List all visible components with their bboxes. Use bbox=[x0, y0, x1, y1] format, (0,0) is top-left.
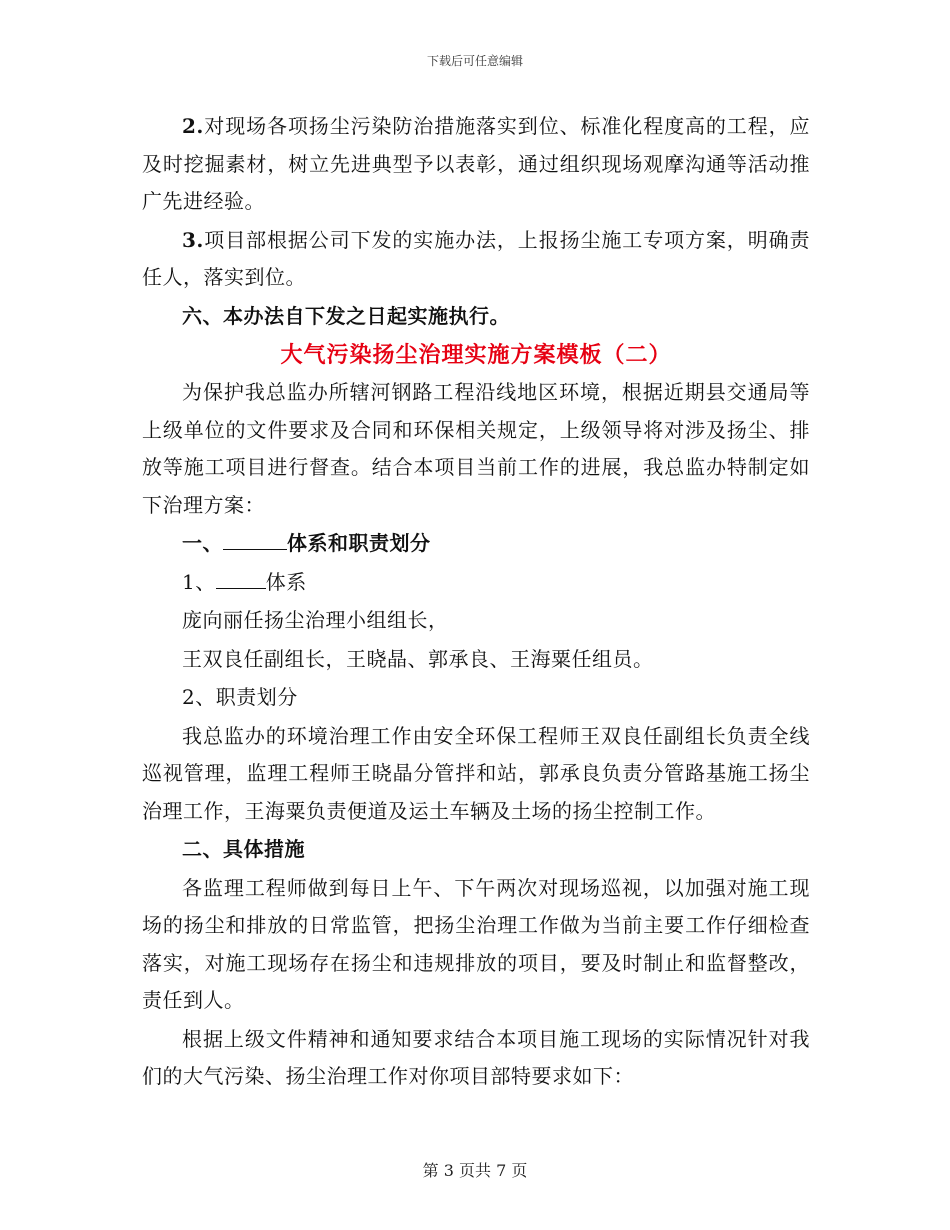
subheading-prefix: 1、 bbox=[182, 569, 216, 594]
paragraph-duties: 我总监办的环境治理工作由安全环保工程师王双良任副组长负责全线巡视管理，监理工程师王晓晶分管拌和站，郭承良负责分管路基施工扬尘治理工作，王海粟负责便道及运土车辆及土场的扬尘控制工作。 bbox=[142, 723, 810, 823]
document-title: 大气污染扬尘治理实施方案模板（二） bbox=[280, 342, 672, 368]
paragraph-members: 王双良任副组长，王晓晶、郭承良、王海粟任组员。 bbox=[182, 646, 654, 671]
paragraph-section-six: 六、本办法自下发之日起实施执行。 bbox=[182, 303, 510, 328]
paragraph-item-2 bbox=[142, 108, 810, 221]
item-text: 对现场各项扬尘污染防治措施落实到位、标准化程度高的工程，应及时挖掘素材，树立先进典型予以表彰，通过组织现场观摩沟通等活动推广先进经验。 bbox=[142, 114, 810, 213]
paragraph-leader: 庞向丽任扬尘治理小组组长， bbox=[182, 608, 449, 632]
item-number: 2. bbox=[182, 114, 204, 138]
paragraph-requirements: 根据上级文件精神和通知要求结合本项目施工现场的实际情况针对我们的大气污染、扬尘治理工作对你项目部特要求如下： bbox=[142, 1026, 810, 1088]
page-header: 下载后可任意编辑 bbox=[426, 54, 523, 68]
heading-suffix: 体系和职责划分 bbox=[287, 531, 431, 555]
heading-section-one bbox=[142, 525, 810, 563]
heading-prefix: 一、 bbox=[182, 531, 223, 555]
subheading-system bbox=[142, 564, 810, 602]
page-footer: 第 3 页共 7 页 bbox=[422, 1161, 528, 1180]
paragraph-item-3 bbox=[142, 222, 810, 297]
blank-underline bbox=[223, 548, 287, 550]
item-text: 项目部根据公司下发的实施办法，上报扬尘施工专项方案，明确责任人，落实到位。 bbox=[142, 227, 810, 289]
heading-section-two: 二、具体措施 bbox=[182, 837, 305, 861]
document-body bbox=[142, 108, 810, 1097]
item-number: 3. bbox=[182, 227, 204, 252]
subheading-suffix: 体系 bbox=[265, 569, 307, 594]
paragraph-intro: 为保护我总监办所辖河钢路工程沿线地区环境，根据近期县交通局等上级单位的文件要求及合同和环保相关规定，上级领导将对涉及扬尘、排放等施工项目进行督查。结合本项目当前工作的进展，我总监办特制定如下治理方案： bbox=[142, 380, 810, 517]
subheading-duties: 2、职责划分 bbox=[182, 685, 298, 709]
paragraph-measures: 各监理工程师做到每日上午、下午两次对现场巡视，以加强对施工现场的扬尘和排放的日常监管，把扬尘治理工作做为当前主要工作仔细检查落实，对施工现场存在扬尘和违规排放的项目，要及时制止和监督整改，责任到人。 bbox=[142, 875, 810, 1012]
blank-underline bbox=[216, 587, 266, 589]
